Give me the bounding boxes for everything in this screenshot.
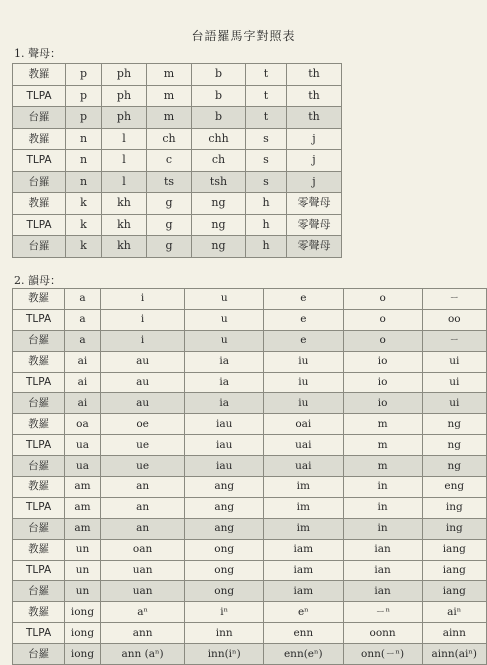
finals-cell: iam xyxy=(263,581,343,602)
finals-cell: i xyxy=(100,289,185,310)
finals-cell: e xyxy=(263,309,343,330)
finals-row xyxy=(13,518,487,539)
initials-cell: s xyxy=(246,150,287,172)
finals-cell: ang xyxy=(185,518,264,539)
initials-row xyxy=(13,107,342,129)
initials-cell: s xyxy=(246,171,287,193)
finals-cell: ㄧ xyxy=(422,289,486,310)
finals-cell: io xyxy=(343,372,422,393)
initials-row xyxy=(13,193,342,215)
finals-cell: oa xyxy=(65,414,101,435)
finals-row xyxy=(13,435,487,456)
finals-cell: e xyxy=(263,330,343,351)
initials-cell: b xyxy=(192,64,246,86)
finals-system-label: 教羅 xyxy=(13,414,65,435)
initials-cell: g xyxy=(147,214,192,236)
finals-row xyxy=(13,456,487,477)
initials-cell: kh xyxy=(102,236,147,258)
finals-row xyxy=(13,477,487,498)
initials-cell: n xyxy=(66,171,102,193)
finals-cell: ai xyxy=(65,393,101,414)
finals-cell: u xyxy=(185,330,264,351)
initials-cell: b xyxy=(192,107,246,129)
finals-cell: iang xyxy=(422,560,486,581)
initials-cell: th xyxy=(287,64,342,86)
finals-cell: in xyxy=(343,477,422,498)
finals-system-label: 教羅 xyxy=(13,351,65,372)
finals-cell: oonn xyxy=(343,623,422,644)
finals-cell: i xyxy=(100,309,185,330)
initials-row xyxy=(13,236,342,258)
finals-cell: iu xyxy=(263,372,343,393)
finals-cell: ng xyxy=(422,435,486,456)
finals-cell: in xyxy=(343,518,422,539)
finals-cell: inn(iⁿ) xyxy=(185,644,264,665)
initials-cell: k xyxy=(66,214,102,236)
finals-cell: im xyxy=(263,518,343,539)
finals-cell: e xyxy=(263,289,343,310)
finals-row xyxy=(13,351,487,372)
finals-system-label: TLPA xyxy=(13,497,65,518)
initials-cell: ch xyxy=(147,128,192,150)
initials-cell: ts xyxy=(147,171,192,193)
finals-cell: ian xyxy=(343,560,422,581)
finals-cell: io xyxy=(343,393,422,414)
initials-cell: g xyxy=(147,236,192,258)
finals-cell: enn xyxy=(263,623,343,644)
initials-cell: t xyxy=(246,107,287,129)
initials-system-label: 教羅 xyxy=(13,128,66,150)
finals-row xyxy=(13,414,487,435)
finals-row xyxy=(13,289,487,310)
finals-cell: oai xyxy=(263,414,343,435)
finals-cell: uai xyxy=(263,435,343,456)
finals-cell: inn xyxy=(185,623,264,644)
finals-cell: iam xyxy=(263,560,343,581)
finals-cell: enn(eⁿ) xyxy=(263,644,343,665)
finals-cell: ann (aⁿ) xyxy=(100,644,185,665)
finals-cell: ui xyxy=(422,393,486,414)
finals-cell: ing xyxy=(422,518,486,539)
finals-cell: ui xyxy=(422,372,486,393)
initials-cell: l xyxy=(102,150,147,172)
initials-system-label: 台羅 xyxy=(13,171,66,193)
finals-cell: au xyxy=(100,372,185,393)
finals-cell: au xyxy=(100,393,185,414)
initials-row xyxy=(13,171,342,193)
finals-system-label: 教羅 xyxy=(13,289,65,310)
finals-cell: iong xyxy=(65,602,101,623)
finals-cell: ue xyxy=(100,435,185,456)
finals-system-label: TLPA xyxy=(13,372,65,393)
initials-cell: ng xyxy=(192,214,246,236)
finals-cell: un xyxy=(65,581,101,602)
finals-cell: ua xyxy=(65,456,101,477)
finals-cell: uai xyxy=(263,456,343,477)
finals-cell: am xyxy=(65,518,101,539)
finals-system-label: 台羅 xyxy=(13,330,65,351)
finals-row xyxy=(13,644,487,665)
finals-cell: eⁿ xyxy=(263,602,343,623)
initials-heading: 1. 聲母： xyxy=(14,47,61,60)
finals-row xyxy=(13,309,487,330)
finals-cell: ong xyxy=(185,560,264,581)
finals-system-label: 台羅 xyxy=(13,644,65,665)
finals-cell: ua xyxy=(65,435,101,456)
finals-cell: ang xyxy=(185,477,264,498)
finals-cell: uan xyxy=(100,560,185,581)
finals-cell: ㄧⁿ xyxy=(343,602,422,623)
initials-cell: m xyxy=(147,85,192,107)
finals-cell: iu xyxy=(263,393,343,414)
initials-cell: m xyxy=(147,64,192,86)
initials-cell: p xyxy=(66,85,102,107)
finals-cell: aⁿ xyxy=(100,602,185,623)
initials-cell: p xyxy=(66,107,102,129)
initials-cell: j xyxy=(287,128,342,150)
initials-cell: 零聲母 xyxy=(287,236,342,258)
initials-cell: ng xyxy=(192,193,246,215)
finals-cell: u xyxy=(185,289,264,310)
finals-cell: iau xyxy=(185,435,264,456)
finals-cell: ai xyxy=(65,351,101,372)
finals-cell: u xyxy=(185,309,264,330)
finals-system-label: 教羅 xyxy=(13,477,65,498)
initials-cell: k xyxy=(66,236,102,258)
finals-system-label: 台羅 xyxy=(13,393,65,414)
initials-cell: l xyxy=(102,128,147,150)
finals-cell: an xyxy=(100,518,185,539)
initials-row xyxy=(13,214,342,236)
initials-cell: s xyxy=(246,128,287,150)
initials-system-label: TLPA xyxy=(13,85,66,107)
finals-cell: ainn(aiⁿ) xyxy=(422,644,486,665)
finals-cell: am xyxy=(65,477,101,498)
finals-row xyxy=(13,581,487,602)
initials-cell: chh xyxy=(192,128,246,150)
finals-cell: iong xyxy=(65,644,101,665)
finals-system-label: TLPA xyxy=(13,560,65,581)
initials-cell: th xyxy=(287,85,342,107)
finals-heading: 2. 韻母： xyxy=(14,274,61,287)
finals-row xyxy=(13,393,487,414)
finals-row xyxy=(13,372,487,393)
finals-cell: ong xyxy=(185,539,264,560)
finals-cell: iang xyxy=(422,581,486,602)
finals-cell: o xyxy=(343,309,422,330)
initials-cell: tsh xyxy=(192,171,246,193)
finals-cell: m xyxy=(343,414,422,435)
finals-cell: a xyxy=(65,330,101,351)
initials-cell: kh xyxy=(102,214,147,236)
initials-cell: k xyxy=(66,193,102,215)
initials-cell: ph xyxy=(102,107,147,129)
finals-cell: au xyxy=(100,351,185,372)
finals-cell: ng xyxy=(422,456,486,477)
initials-cell: ch xyxy=(192,150,246,172)
initials-system-label: TLPA xyxy=(13,214,66,236)
finals-cell: o xyxy=(343,289,422,310)
finals-cell: ui xyxy=(422,351,486,372)
initials-cell: j xyxy=(287,150,342,172)
initials-system-label: 教羅 xyxy=(13,193,66,215)
finals-cell: ue xyxy=(100,456,185,477)
finals-cell: iau xyxy=(185,456,264,477)
finals-cell: onn(ㄧⁿ) xyxy=(343,644,422,665)
finals-cell: ong xyxy=(185,581,264,602)
finals-cell: a xyxy=(65,289,101,310)
finals-cell: ia xyxy=(185,393,264,414)
finals-cell: iau xyxy=(185,414,264,435)
page-title: 台語羅馬字對照表 xyxy=(191,29,296,43)
finals-cell: ang xyxy=(185,497,264,518)
finals-cell: iang xyxy=(422,539,486,560)
finals-cell: ia xyxy=(185,351,264,372)
finals-cell: un xyxy=(65,539,101,560)
initials-system-label: TLPA xyxy=(13,150,66,172)
finals-cell: oan xyxy=(100,539,185,560)
initials-cell: 零聲母 xyxy=(287,193,342,215)
initials-cell: h xyxy=(246,193,287,215)
finals-cell: an xyxy=(100,477,185,498)
initials-row xyxy=(13,85,342,107)
finals-row xyxy=(13,560,487,581)
finals-cell: an xyxy=(100,497,185,518)
initials-table xyxy=(12,63,342,258)
finals-cell: uan xyxy=(100,581,185,602)
initials-cell: ng xyxy=(192,236,246,258)
finals-cell: a xyxy=(65,309,101,330)
initials-cell: t xyxy=(246,85,287,107)
finals-cell: ng xyxy=(422,414,486,435)
finals-cell: o xyxy=(343,330,422,351)
initials-cell: th xyxy=(287,107,342,129)
finals-row xyxy=(13,330,487,351)
finals-table xyxy=(12,288,487,665)
finals-cell: eng xyxy=(422,477,486,498)
finals-cell: un xyxy=(65,560,101,581)
initials-cell: t xyxy=(246,64,287,86)
initials-cell: b xyxy=(192,85,246,107)
finals-system-label: 台羅 xyxy=(13,581,65,602)
initials-cell: h xyxy=(246,236,287,258)
finals-cell: ian xyxy=(343,539,422,560)
finals-cell: ia xyxy=(185,372,264,393)
finals-system-label: 教羅 xyxy=(13,539,65,560)
finals-cell: oo xyxy=(422,309,486,330)
finals-cell: io xyxy=(343,351,422,372)
initials-cell: ph xyxy=(102,85,147,107)
finals-cell: ainn xyxy=(422,623,486,644)
finals-system-label: TLPA xyxy=(13,623,65,644)
finals-cell: aiⁿ xyxy=(422,602,486,623)
initials-row xyxy=(13,128,342,150)
finals-cell: iam xyxy=(263,539,343,560)
initials-system-label: 台羅 xyxy=(13,107,66,129)
finals-row xyxy=(13,539,487,560)
initials-cell: g xyxy=(147,193,192,215)
finals-cell: oe xyxy=(100,414,185,435)
initials-cell: p xyxy=(66,64,102,86)
initials-cell: l xyxy=(102,171,147,193)
finals-system-label: TLPA xyxy=(13,309,65,330)
initials-row xyxy=(13,150,342,172)
finals-system-label: 台羅 xyxy=(13,456,65,477)
initials-row xyxy=(13,64,342,86)
initials-cell: m xyxy=(147,107,192,129)
finals-cell: ㄧ xyxy=(422,330,486,351)
finals-cell: im xyxy=(263,477,343,498)
finals-cell: in xyxy=(343,497,422,518)
initials-cell: kh xyxy=(102,193,147,215)
initials-cell: h xyxy=(246,214,287,236)
finals-row xyxy=(13,602,487,623)
initials-cell: ph xyxy=(102,64,147,86)
finals-cell: im xyxy=(263,497,343,518)
finals-cell: ian xyxy=(343,581,422,602)
finals-system-label: 台羅 xyxy=(13,518,65,539)
finals-system-label: TLPA xyxy=(13,435,65,456)
finals-row xyxy=(13,623,487,644)
finals-cell: iⁿ xyxy=(185,602,264,623)
initials-cell: j xyxy=(287,171,342,193)
finals-cell: ann xyxy=(100,623,185,644)
initials-system-label: 台羅 xyxy=(13,236,66,258)
finals-cell: ai xyxy=(65,372,101,393)
finals-row xyxy=(13,497,487,518)
finals-cell: m xyxy=(343,456,422,477)
initials-cell: 零聲母 xyxy=(287,214,342,236)
finals-cell: iong xyxy=(65,623,101,644)
finals-system-label: 教羅 xyxy=(13,602,65,623)
finals-cell: ing xyxy=(422,497,486,518)
initials-system-label: 教羅 xyxy=(13,64,66,86)
finals-cell: i xyxy=(100,330,185,351)
initials-cell: n xyxy=(66,128,102,150)
initials-cell: c xyxy=(147,150,192,172)
finals-cell: iu xyxy=(263,351,343,372)
finals-cell: am xyxy=(65,497,101,518)
finals-cell: m xyxy=(343,435,422,456)
initials-cell: n xyxy=(66,150,102,172)
